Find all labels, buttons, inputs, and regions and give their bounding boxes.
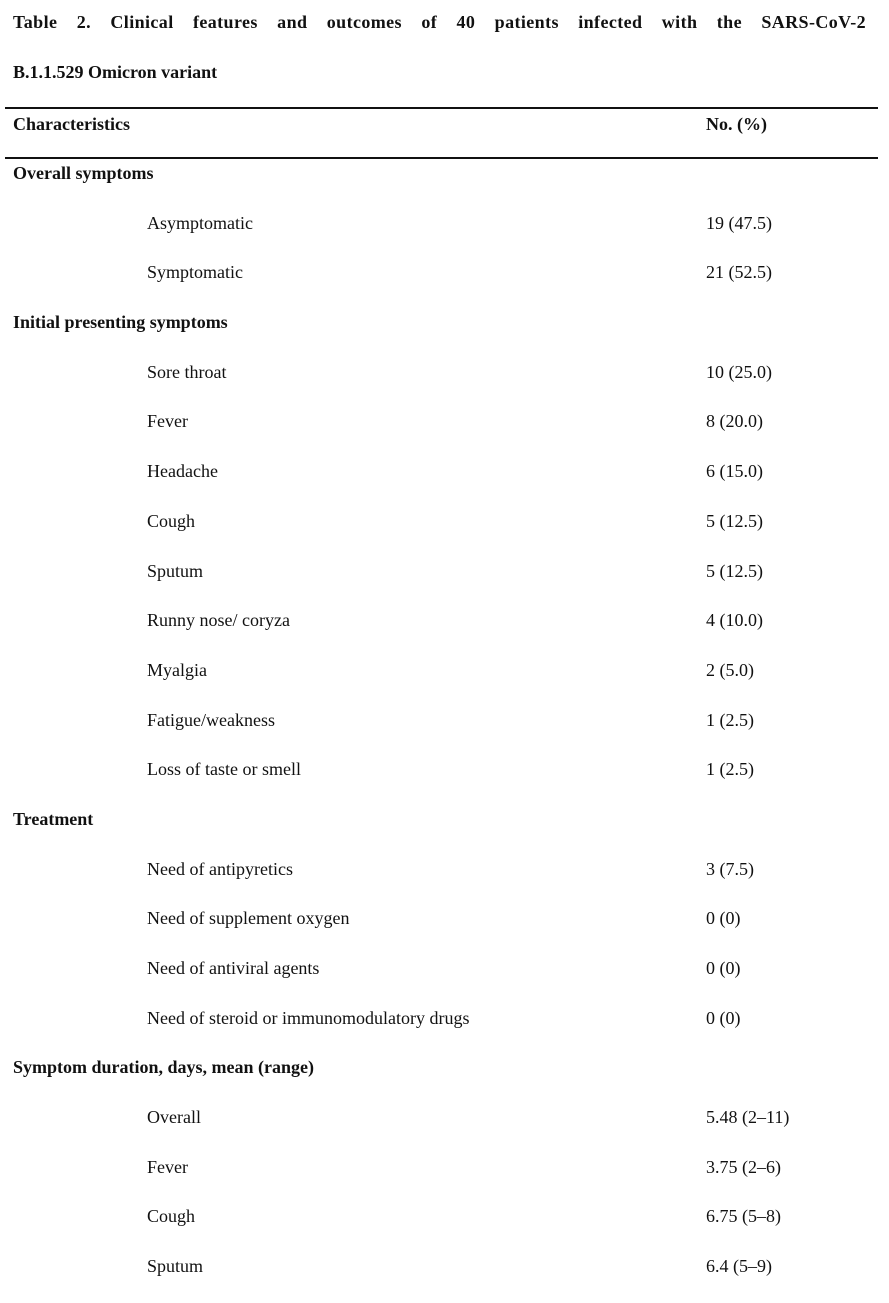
row-label: Fatigue/weakness: [147, 709, 275, 730]
row-label: Cough: [147, 1206, 196, 1227]
table-section-row: [0, 1054, 889, 1104]
row-value: 3.75 (2–6): [706, 1156, 781, 1177]
row-label: Runny nose/ coryza: [147, 610, 290, 631]
table-row: [0, 756, 889, 806]
table-row: [0, 856, 889, 906]
table-row: [0, 259, 889, 309]
row-value: 4 (10.0): [706, 610, 763, 631]
row-label: Myalgia: [147, 659, 207, 680]
table-row: [0, 408, 889, 458]
row-value: 6 (15.0): [706, 461, 763, 482]
table-row: [0, 558, 889, 608]
table-title-line-1: Table 2. Clinical features and outcomes of 40 patients infected with the SARS-CoV-2: [13, 12, 866, 32]
table-row: [0, 607, 889, 657]
row-value: 5.48 (2–11): [706, 1107, 790, 1128]
row-value: 0 (0): [706, 1007, 741, 1028]
row-label: Sputum: [147, 1256, 204, 1277]
table-row: [0, 707, 889, 757]
row-label: Need of antiviral agents: [147, 958, 320, 978]
table-row: [0, 210, 889, 260]
row-value: 6.75 (5–8): [706, 1206, 781, 1227]
row-label: Fever: [147, 411, 188, 432]
table-row: [0, 955, 889, 1005]
row-label: Overall: [147, 1107, 201, 1128]
row-value: 0 (0): [706, 958, 741, 978]
table-row: [0, 1253, 889, 1303]
table-row: [0, 508, 889, 558]
table-row: [0, 1104, 889, 1154]
row-value: 6.4 (5–9): [706, 1256, 772, 1277]
table-row: [0, 1154, 889, 1204]
table-section-row: [0, 806, 889, 856]
table-section-row: [0, 160, 889, 210]
table-row: [0, 458, 889, 508]
row-label: Cough: [147, 510, 196, 531]
row-value: 5 (12.5): [706, 510, 763, 531]
header-count-percent: No. (%): [706, 114, 767, 134]
row-value: 5 (12.5): [706, 560, 763, 581]
table-row: [0, 1203, 889, 1253]
row-label: Need of supplement oxygen: [147, 908, 350, 929]
header-characteristics: Characteristics: [13, 114, 130, 134]
row-label: Need of antipyretics: [147, 858, 293, 879]
section-label: Symptom duration, days, mean (range): [13, 1057, 315, 1078]
row-value: 19 (47.5): [706, 212, 772, 233]
row-label: Sore throat: [147, 361, 227, 382]
table-section-row: [0, 309, 889, 359]
row-label: Headache: [147, 461, 218, 482]
row-label: Sputum: [147, 560, 204, 581]
row-value: 8 (20.0): [706, 411, 763, 432]
row-label: Need of steroid or immunomodulatory drugs: [147, 1007, 470, 1028]
table-body: [0, 160, 889, 1303]
table-header-rule: [5, 157, 878, 159]
row-value: 21 (52.5): [706, 262, 772, 283]
row-value: 10 (25.0): [706, 361, 772, 382]
table-row: [0, 359, 889, 409]
table-row: [0, 1005, 889, 1055]
row-value: 1 (2.5): [706, 759, 754, 780]
table-row: [0, 905, 889, 955]
section-label: Initial presenting symptoms: [13, 312, 228, 333]
row-label: Loss of taste or smell: [147, 759, 301, 780]
row-label: Symptomatic: [147, 262, 243, 283]
row-label: Asymptomatic: [147, 212, 253, 233]
section-label: Overall symptoms: [13, 163, 154, 183]
row-value: 3 (7.5): [706, 858, 754, 879]
row-label: Fever: [147, 1156, 188, 1177]
row-value: 1 (2.5): [706, 709, 754, 730]
row-value: 0 (0): [706, 908, 741, 929]
table-top-rule: [5, 107, 878, 109]
row-value: 2 (5.0): [706, 659, 754, 680]
table-row: [0, 657, 889, 707]
section-label: Treatment: [13, 808, 94, 829]
table-title-line-2: B.1.1.529 Omicron variant: [13, 62, 218, 82]
